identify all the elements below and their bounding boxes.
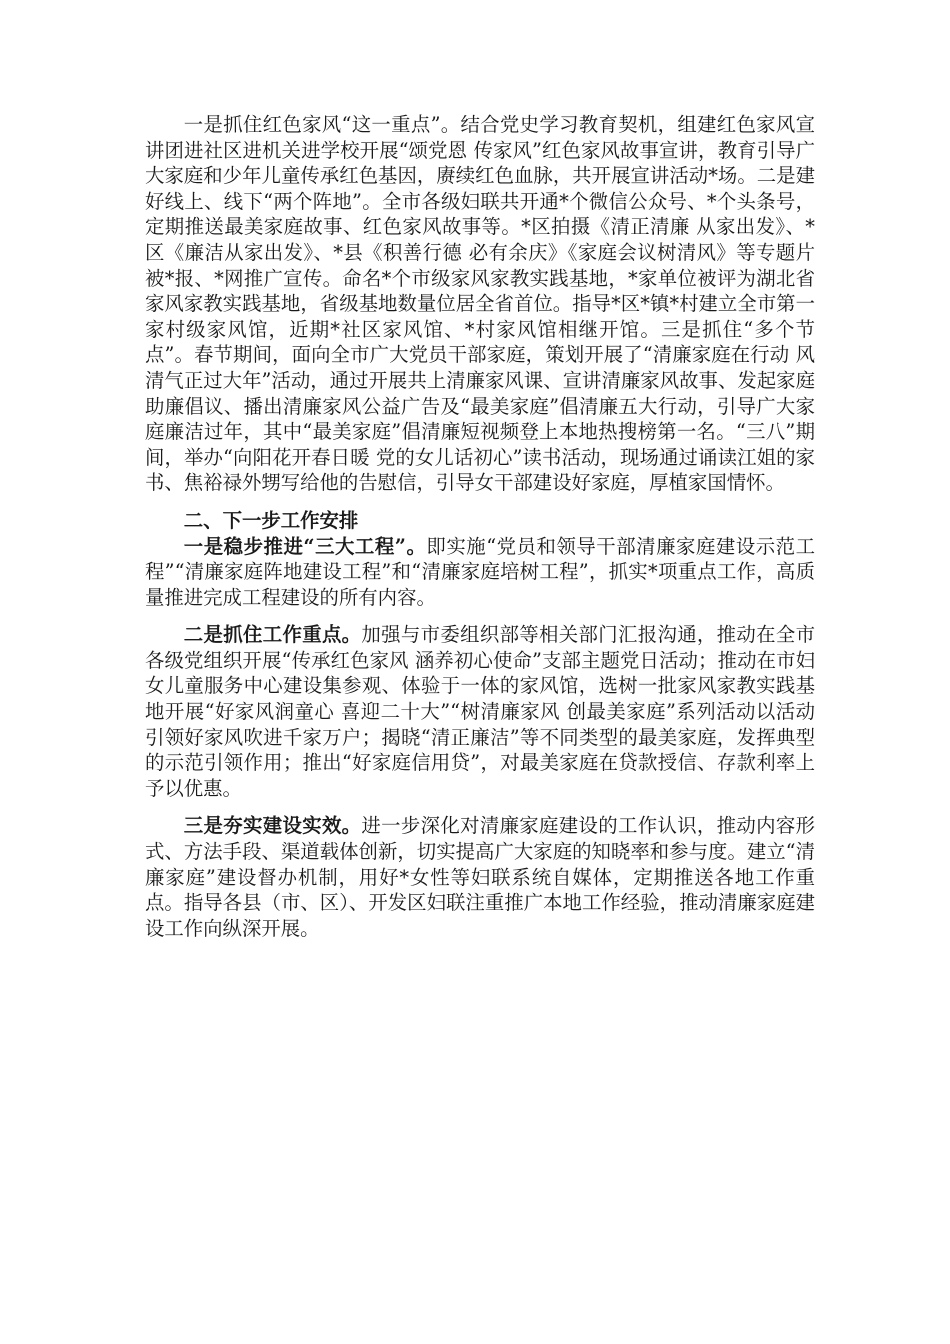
- paragraph-lead: 三是夯实建设实效。: [183, 814, 362, 838]
- paragraph-three-projects: [145, 534, 815, 611]
- paragraph-text: 加强与市委组织部等相关部门汇报沟通，推动在全市各级党组织开展“传承红色家风 涵养初心使命”支部主题党日活动；推动在市妇女儿童服务中心建设集参观、体验于一体的家风馆，选树一批家风家教实践基地开展“好家风润童心 喜迎二十大”“树清廉家风 创最美家庭”系列活动以活动引领好家风吹进千家万户；揭晓“清正廉洁”等不同类型的最美家庭，发挥典型的示范引领作用；推出“好家庭信用贷”，对最美家庭在贷款授信、存款利率上予以优惠。: [145, 623, 816, 800]
- paragraph-lead: 一是稳步推进“三大工程”。: [183, 534, 427, 558]
- paragraph-text: 一是抓住红色家风“这一重点”。结合党史学习教育契机，组建红色家风宣讲团进社区进机关进学校开展“颂党恩 传家风”红色家风故事宣讲，教育引导广大家庭和少年儿童传承红色基因，赓续红色血脉，共开展宣讲活动*场。二是建好线上、线下“两个阵地”。全市各级妇联共开通*个微信公众号、*个头条号，定期推送最美家庭故事、红色家风故事等。*区拍摄《清正清廉 从家出发》、*区《廉洁从家出发》、*县《积善行德 必有余庆》《家庭会议树清风》等专题片被*报、*网推广宣传。命名*个市级家风家教实践基地，*家单位被评为湖北省家风家教实践基地，省级基地数量位居全省首位。指导*区*镇*村建立全市第一家村级家风馆，近期*社区家风馆、*村家风馆相继开馆。三是抓住“多个节点”。春节期间，面向全市广大党员干部家庭，策划开展了“清廉家庭在行动 风清气正过大年”活动，通过开展共上清廉家风课、宣讲清廉家风故事、发起家庭助廉倡议、播出清廉家风公益广告及“最美家庭”倡清廉五大行动，引导广大家庭廉洁过年，其中“最美家庭”倡清廉短视频登上本地热搜榜第一名。“三八”期间，举办“向阳花开春日暖 党的女儿话初心”读书活动，现场通过诵读江姐的家书、焦裕禄外甥写给他的告慰信，引导女干部建设好家庭，厚植家国情怀。: [145, 113, 815, 495]
- document-page: [145, 112, 815, 941]
- paragraph-lead: 二是抓住工作重点。: [183, 623, 362, 647]
- paragraph-work-focus: [145, 622, 815, 801]
- paragraph-text: 即实施“党员和领导干部清廉家庭建设示范工程”“清廉家庭阵地建设工程”和“清廉家庭培树工程”，抓实*项重点工作，高质量推进完成工程建设的所有内容。: [145, 534, 815, 609]
- section-heading-next-steps: 二、下一步工作安排: [183, 508, 359, 532]
- paragraph-text: 进一步深化对清廉家庭建设的工作认识，推动内容形式、方法手段、渠道载体创新，切实提高广大家庭的知晓率和参与度。建立“清廉家庭”建设督办机制，用好*女性等妇联系统自媒体，定期推送各地工作重点。指导各县（市、区）、开发区妇联注重推广本地工作经验，推动清廉家庭建设工作向纵深开展。: [145, 814, 816, 940]
- paragraph-construction-effect: [145, 813, 815, 941]
- paragraph-red-family-style: [145, 112, 815, 496]
